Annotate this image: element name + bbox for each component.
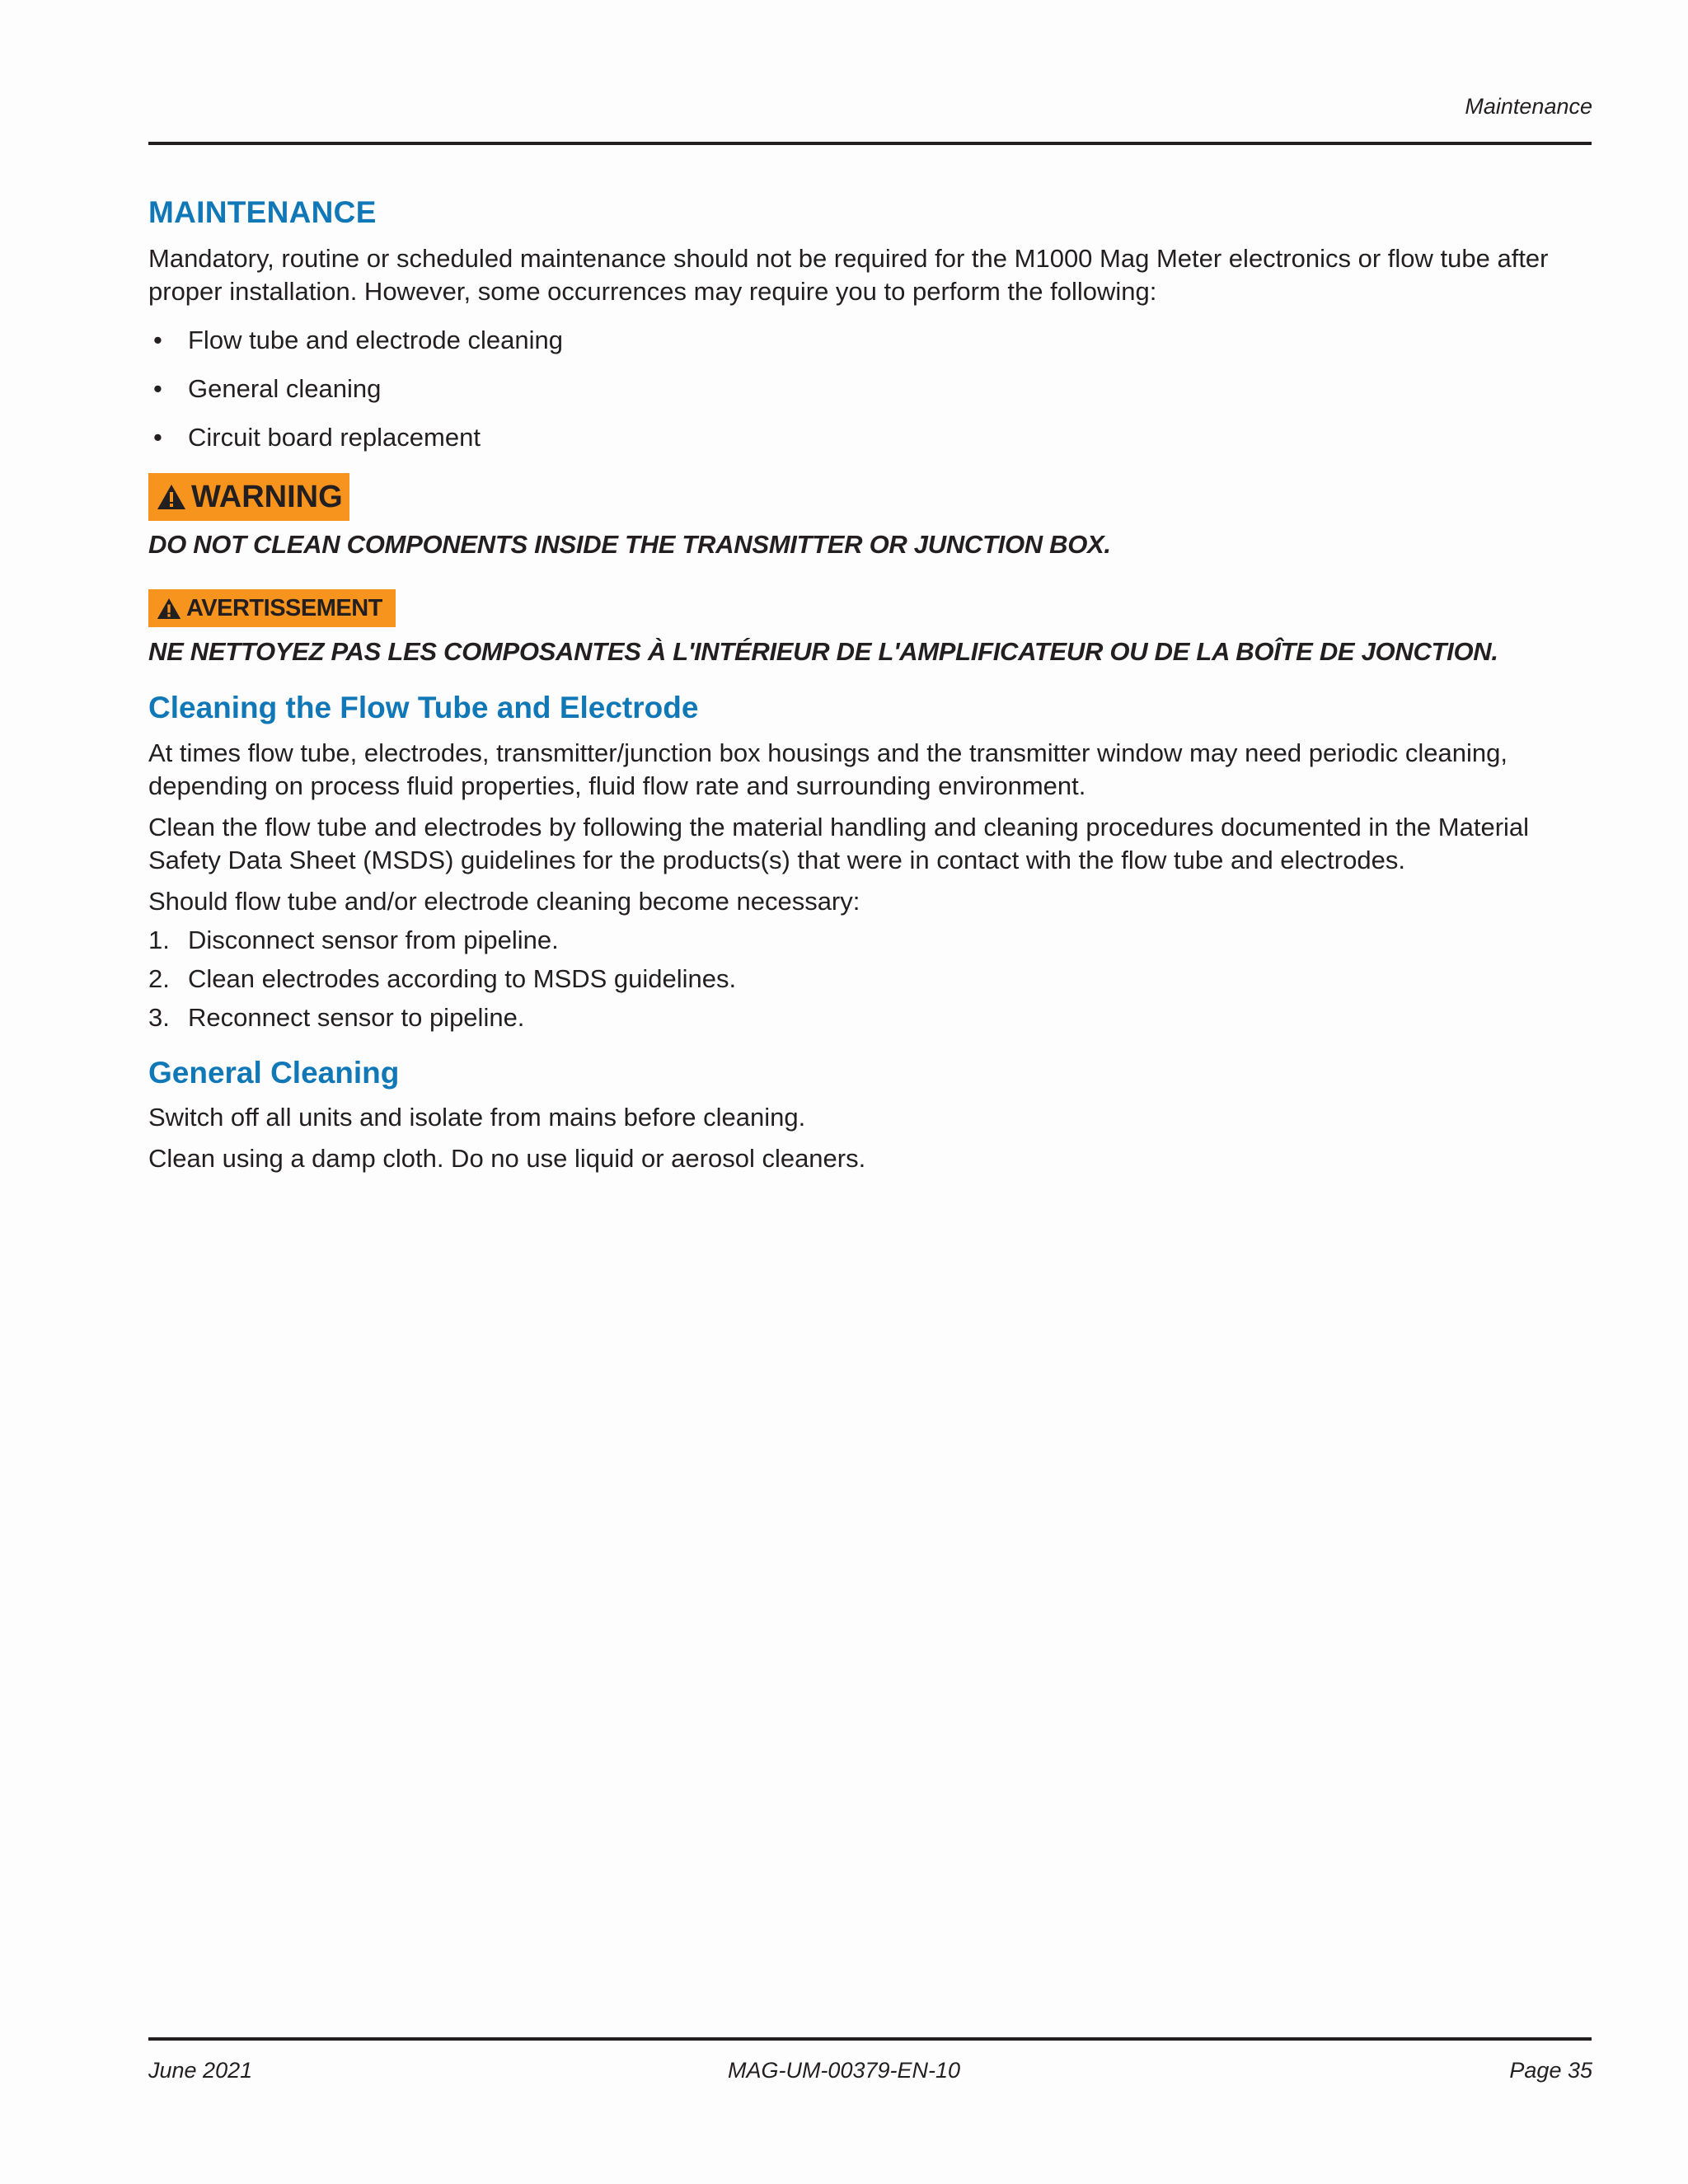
page-content: [148, 192, 1592, 1175]
section-title: MAINTENANCE: [148, 195, 377, 229]
general-paragraph-2: Clean using a damp cloth. Do no use liquid or aerosol cleaners.: [148, 1144, 866, 1173]
step-item: [148, 963, 1592, 996]
avertissement-label: AVERTISSEMENT: [186, 594, 382, 621]
cleaning-paragraph-3: Should flow tube and/or electrode cleaning become necessary:: [148, 887, 860, 916]
list-item: [148, 324, 1592, 357]
general-cleaning-title: General Cleaning: [148, 1056, 400, 1090]
header-rule: [148, 142, 1592, 145]
step-text: Clean electrodes according to MSDS guidelines.: [188, 964, 737, 993]
general-paragraph-1: Switch off all units and isolate from mains before cleaning.: [148, 1103, 806, 1132]
step-text: Reconnect sensor to pipeline.: [188, 1003, 525, 1032]
maintenance-task-list: [148, 324, 1592, 454]
list-item: [148, 421, 1592, 454]
cleaning-paragraph-1: At times flow tube, electrodes, transmitter/junction box housings and the transmitter window may need periodic cleaning, depending on process fluid properties, fluid flow rate and surrounding environment.: [148, 738, 1508, 800]
cleaning-steps: [148, 924, 1592, 1034]
step-item: [148, 1001, 1592, 1034]
avertissement-text: NE NETTOYEZ PAS LES COMPOSANTES À L'INTÉRIEUR DE L'AMPLIFICATEUR OU DE LA BOÎTE DE JONCTION.: [148, 637, 1498, 666]
warning-label: WARNING: [191, 479, 343, 514]
step-number: 2.: [148, 964, 170, 993]
warning-triangle-icon: [157, 598, 181, 620]
cleaning-title: Cleaning the Flow Tube and Electrode: [148, 691, 699, 724]
footer-doc-id: MAG-UM-00379-EN-10: [727, 2058, 961, 2083]
warning-text: DO NOT CLEAN COMPONENTS INSIDE THE TRANSMITTER OR JUNCTION BOX.: [148, 530, 1111, 559]
footer-date: June 2021: [148, 2058, 253, 2083]
list-item-text: General cleaning: [188, 374, 382, 403]
cleaning-paragraph-2: Clean the flow tube and electrodes by following the material handling and cleaning procedures documented in the Material Safety Data Sheet (MSDS) guidelines for the products(s) that were in contact with the flow tube and electrodes.: [148, 813, 1530, 874]
bullet-icon: •: [153, 374, 162, 403]
step-number: 3.: [148, 1003, 170, 1032]
footer-rule: [148, 2037, 1592, 2041]
step-number: 1.: [148, 926, 170, 954]
list-item-text: Circuit board replacement: [188, 423, 481, 452]
step-text: Disconnect sensor from pipeline.: [188, 926, 559, 954]
bullet-icon: •: [153, 326, 162, 354]
running-head: Maintenance: [1465, 94, 1592, 119]
bullet-icon: •: [153, 423, 162, 452]
warning-triangle-icon: [157, 484, 186, 510]
list-item-text: Flow tube and electrode cleaning: [188, 326, 563, 354]
footer-page-number: Page 35: [1509, 2058, 1592, 2083]
avertissement-badge: [148, 589, 396, 627]
intro-paragraph: Mandatory, routine or scheduled maintenance should not be required for the M1000 Mag Meter electronics or flow tube after proper installation. However, some occurrences may require you to perform the following:: [148, 244, 1549, 306]
list-item: [148, 373, 1592, 405]
warning-badge: [148, 473, 349, 521]
step-item: [148, 924, 1592, 957]
